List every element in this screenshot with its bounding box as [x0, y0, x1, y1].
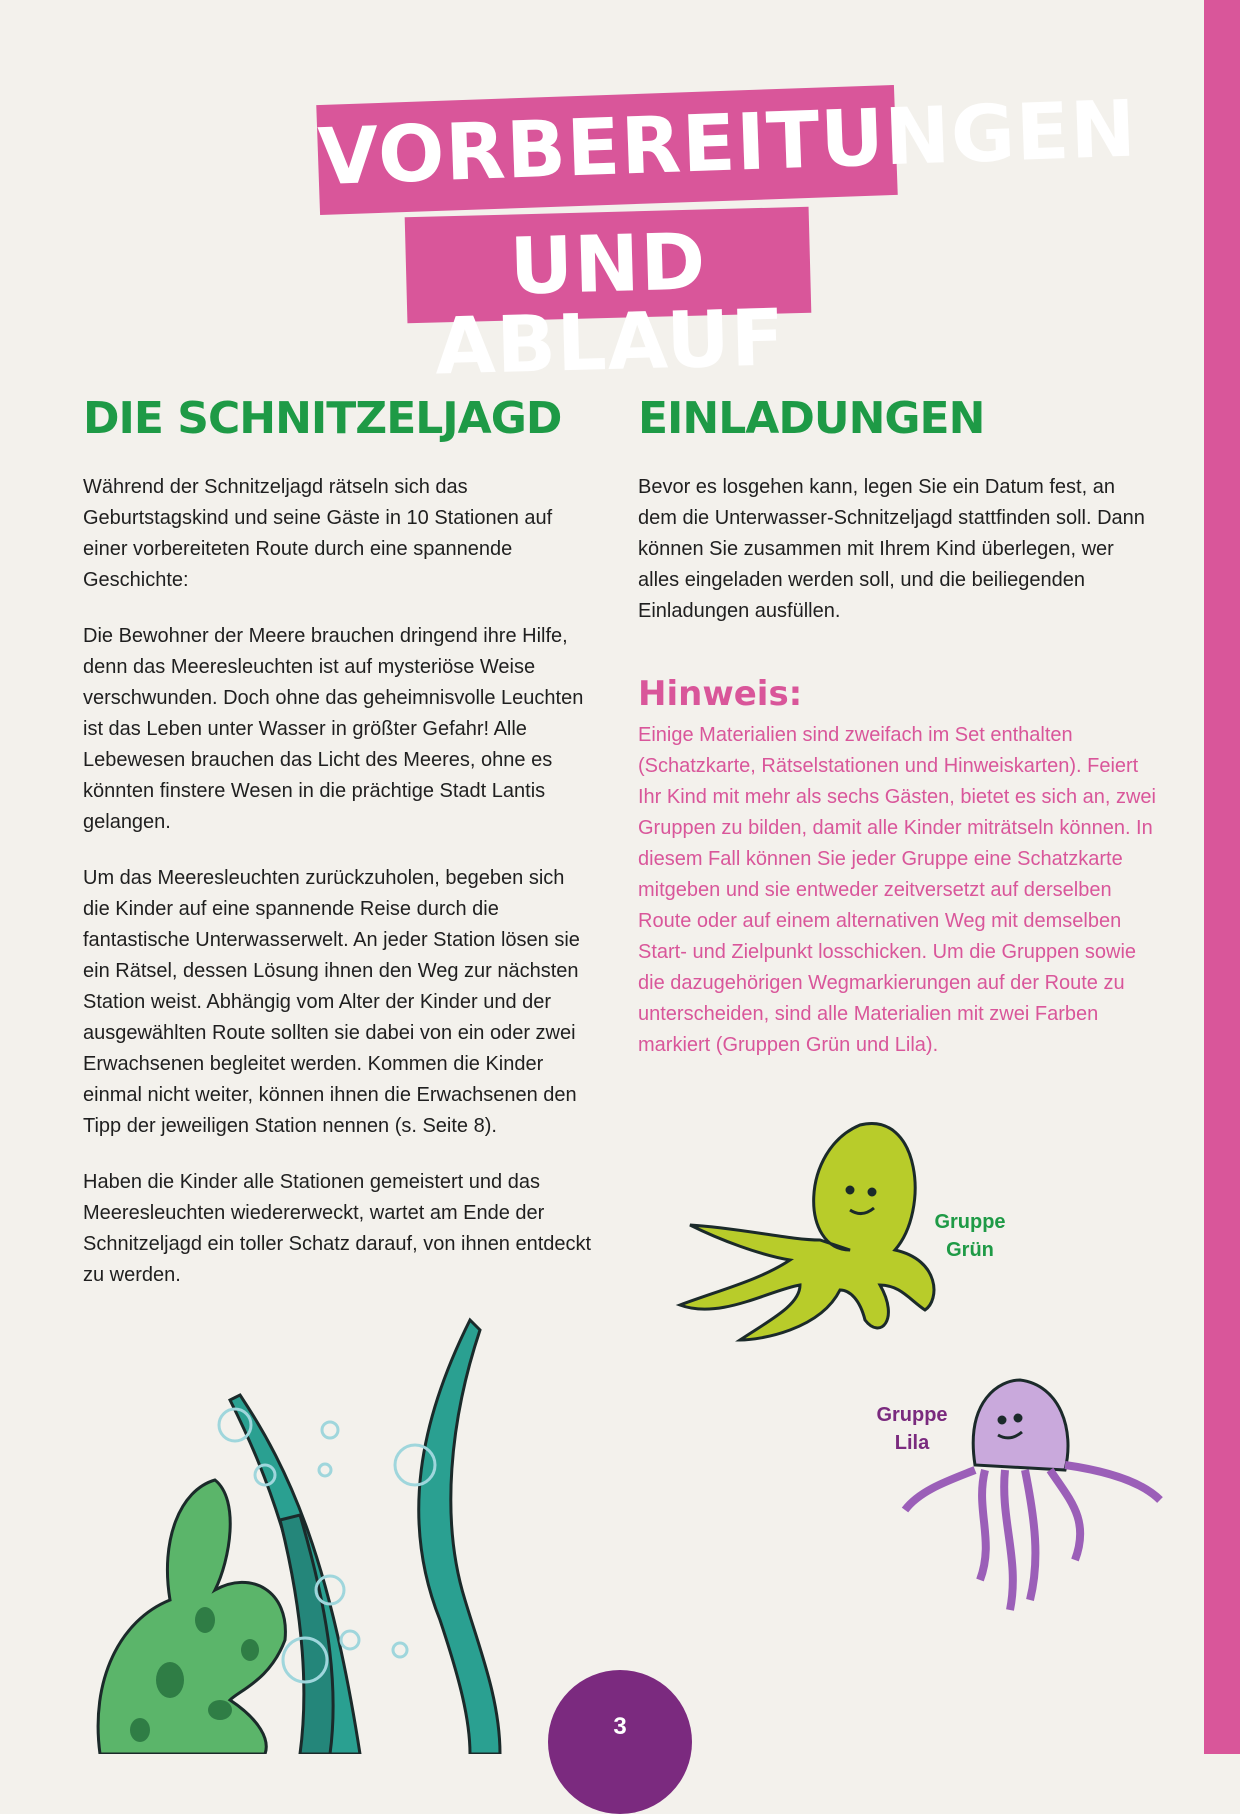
- seaweed-icon: [230, 1320, 500, 1754]
- page-title-line-1: VORBEREITUNGEN: [316, 85, 897, 215]
- page-number: 3: [548, 1670, 692, 1814]
- group-green-label: Gruppe Grün: [934, 1211, 1006, 1261]
- paragraph-story: Die Bewohner der Meere brauchen dringend ihre Hilfe, denn das Meeresleuchten ist auf mysteriöse Weise verschwunden. Doch ohne das geheimnisvolle Leuchten ist das Leben unter Wasser in größter Gefahr! Alle Lebewesen brauchen das Licht des Meeres, ohne es könnten finstere Wesen in die prächtige Stadt Lantis gelangen.: [83, 625, 584, 833]
- paragraph-treasure: Haben die Kinder alle Stationen gemeistert und das Meeresleuchten wiedererweckt, wartet am Ende der Schnitzeljagd ein toller Schatz darauf, von ihnen entdeckt zu werden.: [83, 1171, 592, 1286]
- paragraph-journey: Um das Meeresleuchten zurückzuholen, begeben sich die Kinder auf eine spannende Reise durch die fantastische Unterwasserwelt. An jeder Station lösen sie ein Rätsel, dessen Lösung ihnen den Weg zur nächsten Station weist. Abhängig vom Alter der Kinder und der ausgewählten Route sollten sie dabei von ein oder zwei Erwachsenen begleitet werden. Kommen die Kinder einmal nicht weiter, können ihnen die Erwachsenen den Tipp der jeweiligen Station nennen (s. Seite 8).: [83, 867, 580, 1137]
- page-title-line-2: UND ABLAUF: [405, 207, 812, 324]
- heading-einladungen: EINLADUNGEN: [638, 393, 985, 444]
- group-lila-label: Gruppe Lila: [876, 1404, 948, 1454]
- hint-text: Einige Materialien sind zweifach im Set enthalten (Schatzkarte, Rätselstationen und Hinweiskarten). Feiert Ihr Kind mit mehr als sechs Gästen, bietet es sich an, zwei Gruppen zu bilden, damit alle Kinder miträtseln können. In diesem Fall können Sie jeder Gruppe eine Schatzkarte mitgeben und sie entweder zeitversetzt auf derselben Route oder auf einem alternativen Weg mit demselben Start- und Zielpunkt losschicken. Um die Gruppen sowie die dazugehörigen Wegmarkierungen auf der Route zu unterscheiden, sind alle Materialien mit zwei Farben markiert (Gruppen Grün und Lila).: [638, 724, 1156, 1056]
- coral-icon: [98, 1480, 285, 1754]
- octopus-icon: [680, 1123, 934, 1340]
- paragraph-invitations: Bevor es losgehen kann, legen Sie ein Datum fest, an dem die Unterwasser-Schnitzeljagd stattfinden soll. Dann können Sie zusammen mit Ihrem Kind überlegen, wer alles eingeladen werden soll, und die beiliegenden Einladungen ausfüllen.: [638, 476, 1145, 622]
- paragraph-intro: Während der Schnitzeljagd rätseln sich das Geburtstagskind und seine Gäste in 10 Stationen auf einer vorbereiteten Route durch eine spannende Geschichte:: [83, 476, 553, 591]
- heading-schnitzeljagd: DIE SCHNITZELJAGD: [83, 393, 562, 444]
- hint-title: Hinweis:: [638, 674, 803, 714]
